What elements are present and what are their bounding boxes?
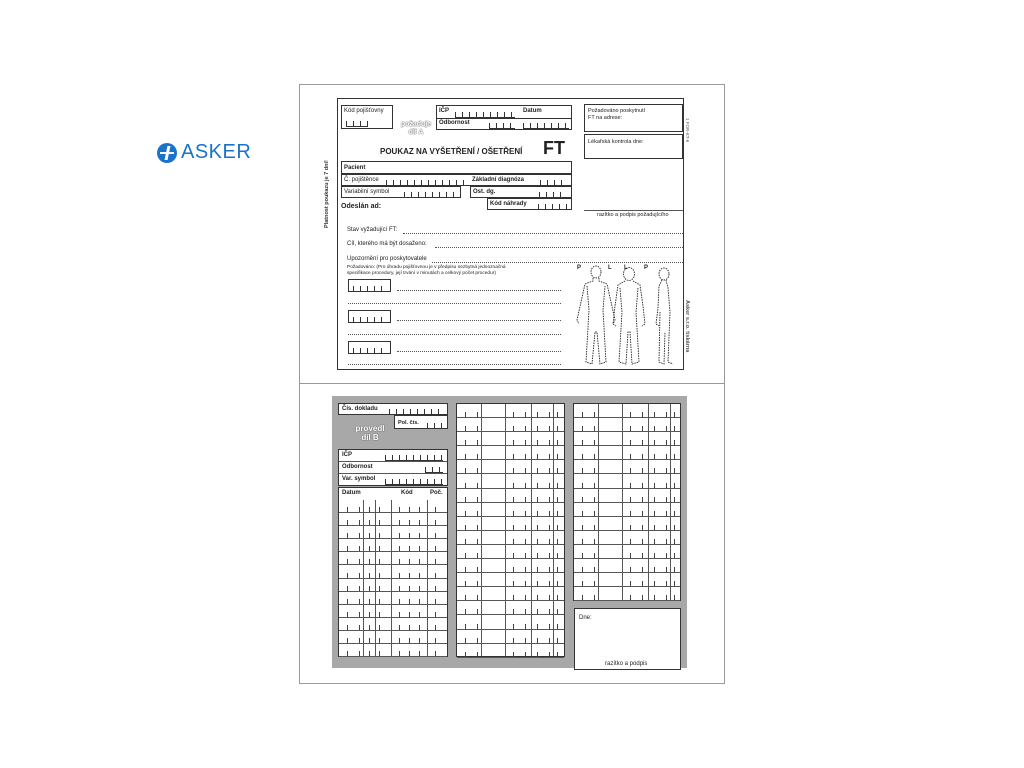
entry-row[interactable]: [339, 539, 447, 552]
entry-row[interactable]: [574, 418, 680, 432]
datum-kod-table: [338, 487, 448, 657]
entry-row[interactable]: [457, 446, 564, 460]
provedl-stamp: provedl díl B: [355, 424, 385, 442]
form-title: POUKAZ NA VYŠETŘENÍ / OŠETŘENÍ: [380, 147, 523, 156]
stav-label: Stav vyžadující FT:: [347, 227, 398, 233]
procedure-line-1[interactable]: [397, 290, 561, 291]
entry-row[interactable]: [457, 432, 564, 446]
asker-logo: [157, 141, 251, 164]
c-pojistence-box: [341, 174, 572, 186]
part-b-odbornost-label: Odbornost: [342, 464, 373, 470]
entry-row[interactable]: [574, 460, 680, 474]
kod-pojistovny-box: [341, 105, 393, 129]
entry-row[interactable]: [339, 579, 447, 592]
entry-row[interactable]: [574, 559, 680, 573]
ft-na-adrese-label: FT na adrese:: [588, 115, 623, 121]
right-entry-table: [573, 403, 681, 601]
entry-row[interactable]: [574, 517, 680, 531]
entry-row[interactable]: [457, 503, 564, 517]
c-pojistence-label: Č. pojištěnce: [344, 177, 379, 183]
body-label-l1: L: [608, 265, 612, 271]
entry-row[interactable]: [574, 545, 680, 559]
lekarska-kontrola-box[interactable]: [584, 134, 683, 159]
kod-nahrady-label: Kód náhrady: [490, 201, 527, 207]
table-datum-header: Datum: [342, 490, 361, 496]
procedure-code-3[interactable]: [348, 341, 391, 354]
entry-row[interactable]: [457, 517, 564, 531]
entry-row[interactable]: [457, 418, 564, 432]
part-b-odbornost-ticks[interactable]: [425, 467, 443, 473]
entry-row[interactable]: [574, 446, 680, 460]
table-poc-header: Poč.: [430, 490, 443, 496]
entry-row[interactable]: [339, 592, 447, 605]
kod-nahrady-ticks[interactable]: [538, 204, 568, 210]
pozadovano-note-1: Požadováno: (Pro úhradu pojišťovnou je v předpisu nezbytná jednoznačná: [347, 265, 506, 270]
entry-row[interactable]: [457, 545, 564, 559]
entry-row[interactable]: [339, 526, 447, 539]
pozadovano-poskytnuti-label: Požadováno poskytnutí: [588, 108, 646, 114]
pozadovano-note-2: specifikace procedury, její trvání v minutách a celkový počet procedur): [347, 271, 496, 276]
kod-pojistovny-label: Kód pojišťovny: [344, 108, 384, 114]
procedure-line-1b[interactable]: [348, 303, 561, 304]
procedure-line-3[interactable]: [397, 351, 561, 352]
entry-row[interactable]: [574, 404, 680, 418]
pol-cis-label: Pol. čís.: [398, 420, 419, 426]
pozaduje-stamp: požaduje díl A: [400, 121, 432, 136]
kod-nahrady-box: [487, 198, 572, 210]
razitko-pozadujiciho-label: razítko a podpis požadujícího: [597, 212, 669, 218]
entry-row[interactable]: [457, 573, 564, 587]
zakladni-diagnoza-label: Základní diagnóza: [472, 177, 525, 183]
entry-row[interactable]: [457, 489, 564, 503]
cil-label: Cíl, kterého má být dosaženo:: [347, 241, 427, 247]
entry-row[interactable]: [457, 475, 564, 489]
asker-cross-icon: [157, 143, 177, 163]
body-label-p1: P: [577, 265, 582, 271]
variabilni-symbol-ticks[interactable]: [404, 192, 458, 198]
entry-row[interactable]: [457, 616, 564, 630]
entry-row[interactable]: [574, 587, 680, 601]
pol-cis-box: [394, 415, 448, 429]
variabilni-symbol-box: [341, 186, 461, 198]
entry-row[interactable]: [339, 605, 447, 618]
entry-row[interactable]: [574, 503, 680, 517]
procedure-code-1[interactable]: [348, 279, 391, 292]
icp-label: IČP: [439, 108, 450, 114]
entry-row[interactable]: [574, 573, 680, 587]
part-b-var-symbol-ticks[interactable]: [385, 479, 443, 485]
entry-row[interactable]: [574, 489, 680, 503]
printer-note: Asker s.r.o. tiskárna: [684, 300, 690, 353]
fold-line: [299, 383, 725, 384]
body-label-l2: L: [624, 265, 628, 271]
datum-ticks[interactable]: [523, 123, 569, 129]
upozorneni-label: Upozornění pro poskytovatele: [347, 256, 427, 262]
part-b-var-symbol-label: Var. symbol: [342, 476, 376, 482]
form-code: 1 FOR-KT-6: [685, 118, 690, 143]
ost-dg-label: Ost. dg.: [473, 189, 496, 195]
procedure-code-2[interactable]: [348, 310, 391, 323]
entry-row[interactable]: [339, 644, 447, 657]
entry-row[interactable]: [339, 631, 447, 644]
entry-row[interactable]: [574, 432, 680, 446]
kod-pojistovny-ticks[interactable]: [346, 121, 368, 127]
entry-row[interactable]: [457, 587, 564, 601]
entry-row[interactable]: [457, 601, 564, 615]
entry-row[interactable]: [339, 513, 447, 526]
body-diagram: [572, 262, 682, 370]
pol-cis-ticks[interactable]: [427, 423, 445, 429]
procedure-line-3b[interactable]: [348, 364, 561, 365]
variabilni-symbol-label: Variabilní symbol: [344, 189, 390, 195]
entry-row[interactable]: [457, 460, 564, 474]
odbornost-ticks[interactable]: [489, 123, 515, 129]
entry-row[interactable]: [457, 531, 564, 545]
part-b-icp-ticks[interactable]: [385, 455, 443, 461]
entry-row[interactable]: [339, 552, 447, 565]
odeslan-ad-label: Odeslán ad:: [341, 203, 382, 210]
icp-box: [436, 105, 572, 130]
lekarska-kontrola-label: Lékařská kontrola dne:: [588, 139, 644, 145]
validity-note: Platnost poukazu je 7 dní!: [324, 160, 330, 228]
entry-row[interactable]: [457, 404, 564, 418]
entry-row[interactable]: [457, 644, 564, 658]
odbornost-label: Odbornost: [439, 120, 470, 126]
procedure-line-2b[interactable]: [348, 334, 561, 335]
entry-row[interactable]: [339, 500, 447, 513]
ost-dg-box: [470, 186, 572, 198]
logo-text: ASKER: [181, 141, 252, 163]
pacient-box[interactable]: [341, 161, 572, 174]
middle-entry-table: [456, 403, 565, 657]
razitko-podpis-label: razítko a podpis: [605, 661, 648, 667]
dne-label: Dne:: [579, 615, 592, 621]
form-code-ft: FT: [543, 138, 565, 158]
entry-row[interactable]: [574, 531, 680, 545]
table-kod-header: Kód: [401, 490, 413, 496]
signature-line: [584, 210, 683, 211]
entry-row[interactable]: [339, 618, 447, 631]
body-figures-icon: [572, 262, 682, 370]
datum-label: Datum: [523, 108, 542, 114]
part-b-icp-label: IČP: [342, 452, 353, 458]
body-label-p2: P: [644, 265, 649, 271]
cis-dokladu-box: [338, 403, 448, 415]
entry-row[interactable]: [574, 475, 680, 489]
stav-line[interactable]: [403, 233, 683, 234]
dne-signature-box[interactable]: [574, 608, 681, 670]
icp-odbornost-var-box: [338, 449, 448, 486]
ft-adresa-box[interactable]: [584, 104, 683, 132]
cis-dokladu-label: Čís. dokladu: [342, 406, 378, 412]
cil-line[interactable]: [435, 247, 683, 248]
entry-row[interactable]: [457, 559, 564, 573]
pacient-label: Pacient: [344, 165, 366, 171]
entry-row[interactable]: [339, 566, 447, 579]
entry-row[interactable]: [457, 630, 564, 644]
procedure-line-2[interactable]: [397, 320, 561, 321]
